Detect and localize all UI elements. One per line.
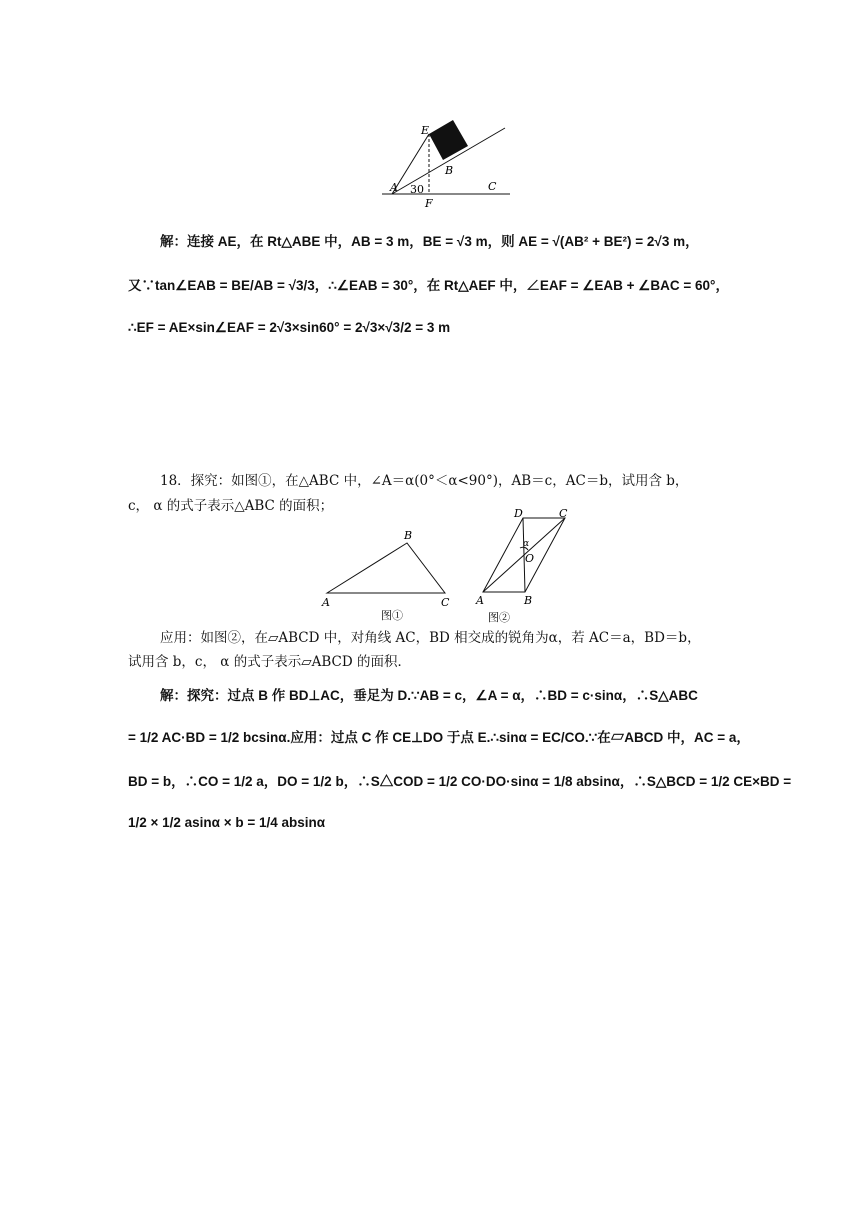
solution2-line1-text: 解：探究：过点 B 作 BD⊥AC，垂足为 D.∵AB = c，∠A = α，∴BD = c·sinα，∴S△ABC (160, 688, 698, 703)
solution2-line2-text: = 1/2 AC·BD = 1/2 bcsinα.应用：过点 C 作 CE⊥DO 于点 E.∴sinα = EC/CO.∵在▱ABCD 中，AC = a， (128, 730, 750, 745)
label-f: F (425, 197, 433, 210)
par-label-b: B (524, 594, 533, 607)
triangle-figure (315, 525, 460, 625)
solution1-line1-text: 解：连接 AE，在 Rt△ABE 中，AB = 3 m，BE = √3 m，则 AE = √(AB² + BE²) = 2√3 m， (160, 234, 699, 249)
problem18-line2 (128, 494, 333, 514)
problem18-line3-text: 应用：如图②，在▱ABCD 中，对角线 AC，BD 相交成的锐角为α，若 AC＝a，BD＝b， (160, 630, 701, 646)
label-a: A (390, 181, 398, 194)
solution1-line1 (160, 230, 699, 250)
solution1-line2 (128, 274, 729, 294)
par-caption: 图② (488, 611, 510, 624)
tri-label-c: C (441, 596, 450, 609)
problem18-line4 (128, 650, 411, 670)
triangle-abc (327, 543, 445, 593)
par-label-o: O (525, 552, 535, 565)
solution1-line3-text: ∴EF = AE×sin∠EAF = 2√3×sin60° = 2√3×√3/2 = 3 m (128, 320, 451, 335)
par-label-d: D (514, 507, 523, 520)
tri-label-b: B (404, 529, 413, 542)
par-label-a: A (476, 594, 484, 607)
solution2-line4 (128, 815, 325, 830)
tri-caption: 图① (381, 609, 403, 622)
incline-figure (370, 112, 520, 212)
problem18-line4-text: 试用含 b，c， α 的式子表示▱ABCD 的面积． (128, 654, 411, 670)
solution2-line3 (128, 770, 791, 790)
label-c: C (488, 180, 497, 193)
problem18-line1 (160, 469, 688, 489)
tri-label-a: A (322, 596, 330, 609)
problem18-line2-text: c， α 的式子表示△ABC 的面积； (128, 498, 334, 514)
solution1-line3 (128, 320, 450, 336)
par-label-c: C (559, 507, 568, 520)
parallelogram-figure (470, 506, 580, 626)
solution2-line1 (160, 684, 698, 704)
solution2-line2 (128, 726, 750, 746)
label-30: 30 (410, 183, 424, 196)
label-e: E (421, 124, 430, 137)
problem18-line1-text: 18．探究：如图①，在△ABC 中，∠A＝α(0°＜α<90°)，AB＝c，AC＝b，试用含 b， (160, 473, 689, 489)
solution2-line4-text: 1/2 × 1/2 asinα × b = 1/4 absinα (128, 815, 326, 830)
problem18-line3 (160, 626, 701, 646)
par-label-alpha: α (523, 539, 530, 549)
label-b: B (445, 164, 454, 177)
block-square (429, 120, 468, 160)
solution1-line2-text: 又∵tan∠EAB = BE/AB = √3/3，∴∠EAB = 30°，在 Rt△AEF 中，∠EAF = ∠EAB + ∠BAC = 60°， (128, 278, 729, 293)
solution2-line3-text: BD = b，∴CO = 1/2 a，DO = 1/2 b，∴S△COD = 1/2 CO·DO·sinα = 1/8 absinα，∴S△BCD = 1/2 CE×BD = (128, 774, 792, 789)
